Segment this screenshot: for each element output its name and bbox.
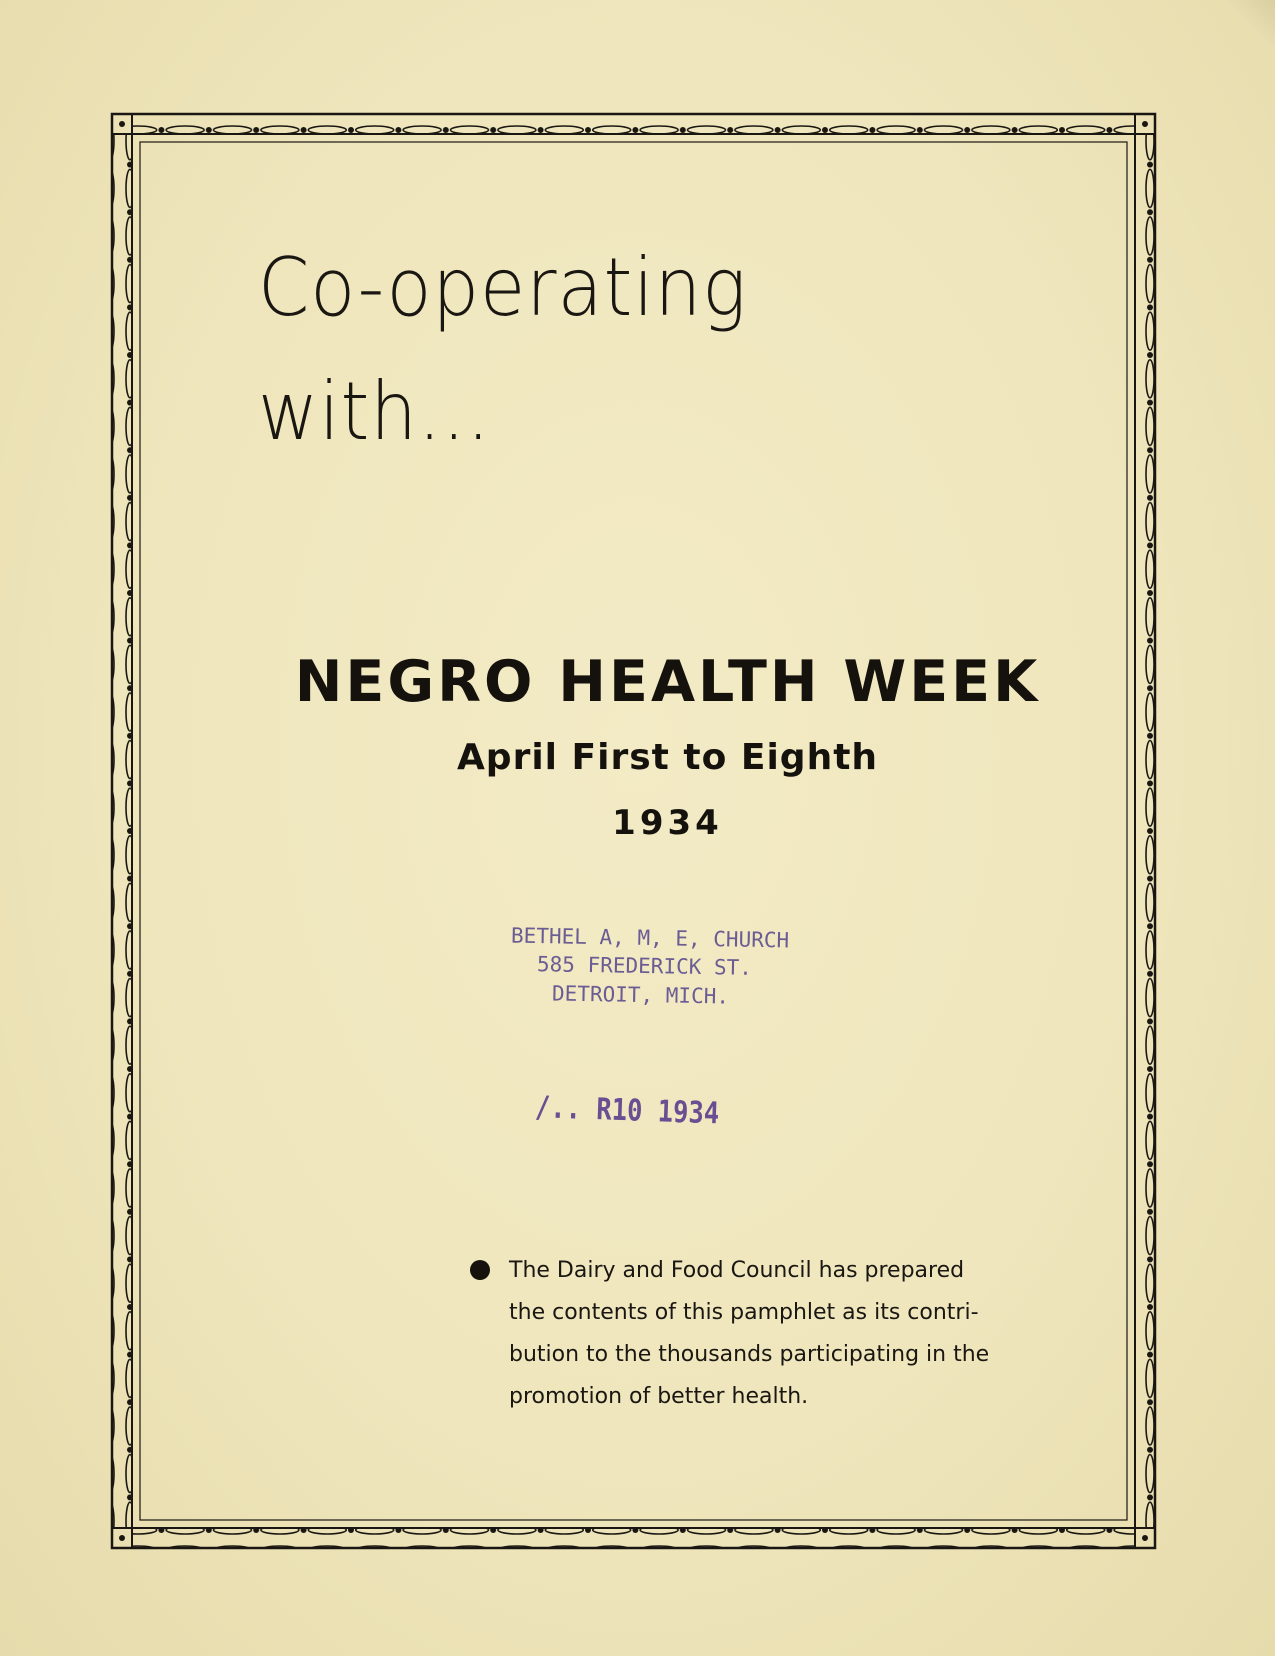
paragraph-line: bution to the thousands participating in the <box>509 1342 990 1367</box>
paragraph-line: The Dairy and Food Council has prepared <box>509 1258 965 1283</box>
title-line-1: Co-operating <box>258 241 748 334</box>
title-line-2: with... <box>258 365 491 458</box>
church-stamp-line-3: DETROIT, MICH. <box>551 981 730 1009</box>
date-range: April First to Eighth <box>456 737 879 778</box>
paragraph-line: promotion of better health. <box>509 1384 809 1409</box>
church-stamp-line-1: BETHEL A, M, E, CHURCH <box>510 923 790 953</box>
year: 1934 <box>612 803 723 843</box>
date-stamp: /.. R10 1934 <box>534 1090 720 1132</box>
council-paragraph <box>509 1250 1009 1418</box>
paragraph-line: the contents of this pamphlet as its contri- <box>509 1300 979 1325</box>
bullet-icon <box>470 1260 490 1280</box>
church-stamp-line-2: 585 FREDERICK ST. <box>536 952 753 980</box>
main-heading: NEGRO HEALTH WEEK <box>294 649 1041 715</box>
